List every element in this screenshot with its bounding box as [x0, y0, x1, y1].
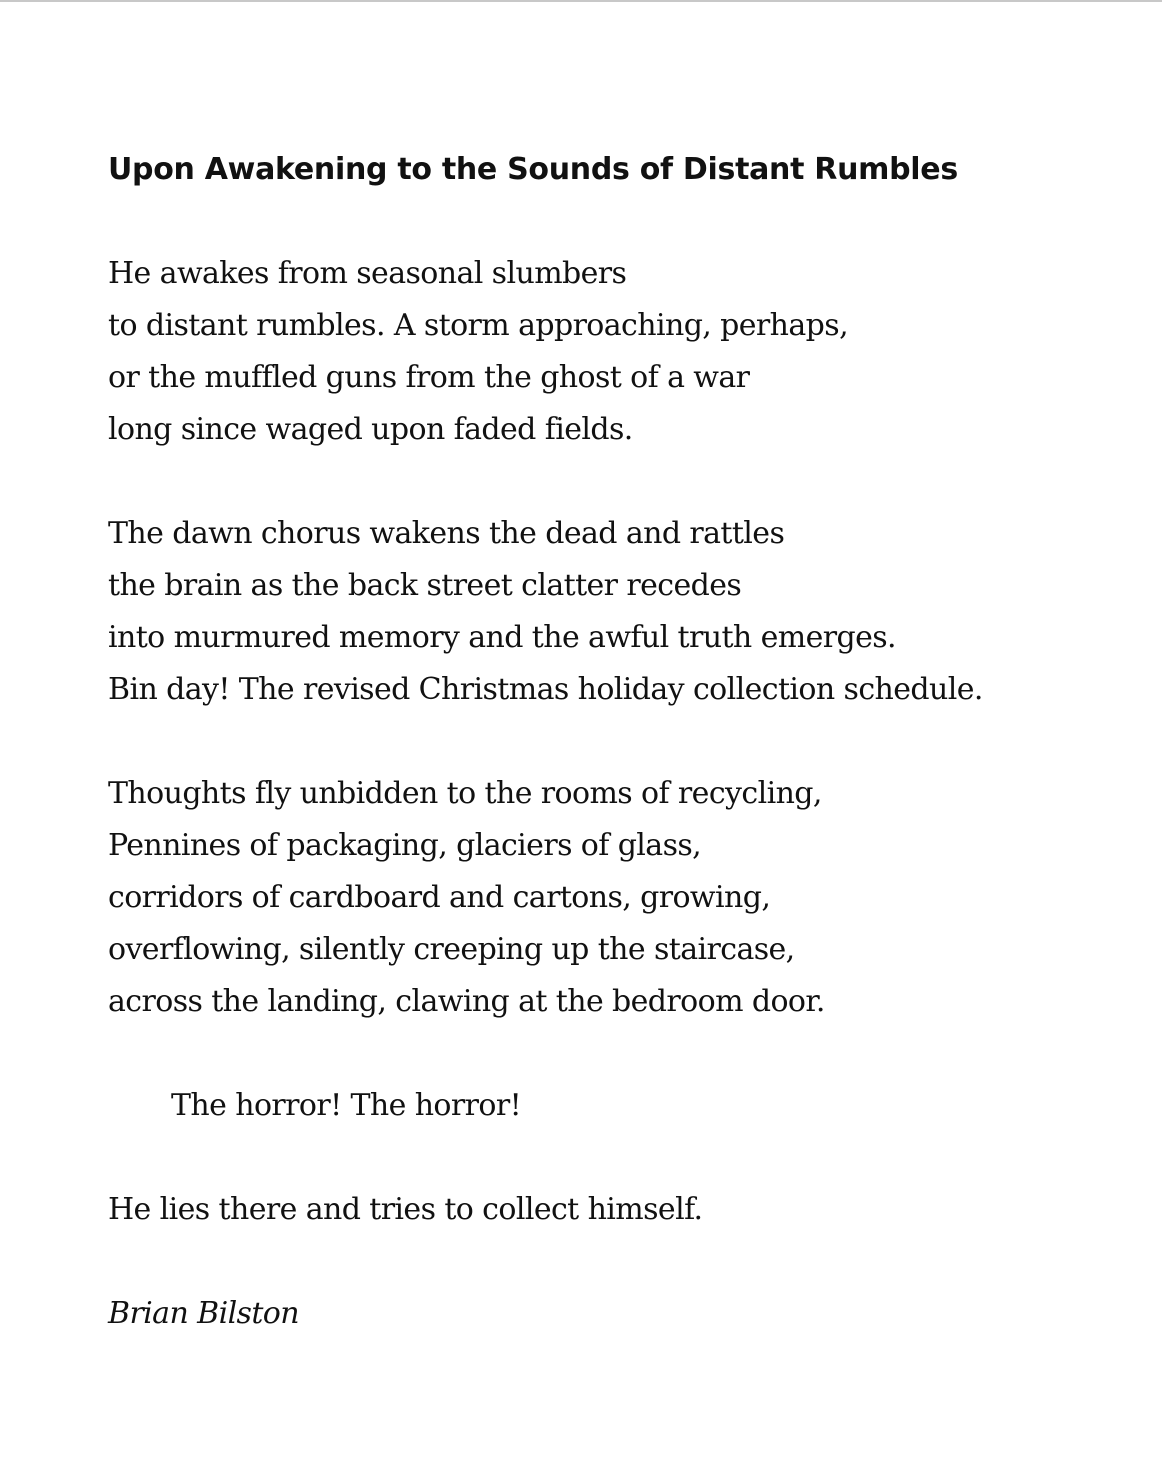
stanza-4 [108, 1080, 1128, 1132]
poem-line: Thoughts fly unbidden to the rooms of recycling, [108, 776, 822, 811]
poem-line: He lies there and tries to collect himself. [108, 1192, 703, 1227]
stanza-5 [108, 1184, 1128, 1236]
poem [108, 144, 1128, 1340]
poem-line: He awakes from seasonal slumbers [108, 256, 627, 291]
poem-line: Pennines of packaging, glaciers of glass, [108, 828, 702, 863]
poem-line: across the landing, clawing at the bedroom door. [108, 984, 825, 1019]
stanza-2 [108, 508, 1128, 716]
poem-line: corridors of cardboard and cartons, growing, [108, 880, 771, 915]
poem-line: long since waged upon faded fields. [108, 412, 633, 447]
poem-title: Upon Awakening to the Sounds of Distant Rumbles [108, 152, 958, 187]
poem-line: to distant rumbles. A storm approaching, perhaps, [108, 308, 849, 343]
author-block [108, 1288, 1128, 1340]
poem-line: or the muffled guns from the ghost of a war [108, 360, 750, 395]
poem-line: overflowing, silently creeping up the staircase, [108, 932, 795, 967]
poem-line: Bin day! The revised Christmas holiday collection schedule. [108, 672, 983, 707]
author-name: Brian Bilston [108, 1296, 299, 1331]
poem-line: The dawn chorus wakens the dead and rattles [108, 516, 785, 551]
page-top-border [0, 0, 1162, 2]
poem-line: into murmured memory and the awful truth emerges. [108, 620, 896, 655]
poem-line: the brain as the back street clatter recedes [108, 568, 742, 603]
stanza-1 [108, 248, 1128, 456]
stanza-3 [108, 768, 1128, 1028]
poem-line-indented: The horror! The horror! [171, 1088, 522, 1123]
